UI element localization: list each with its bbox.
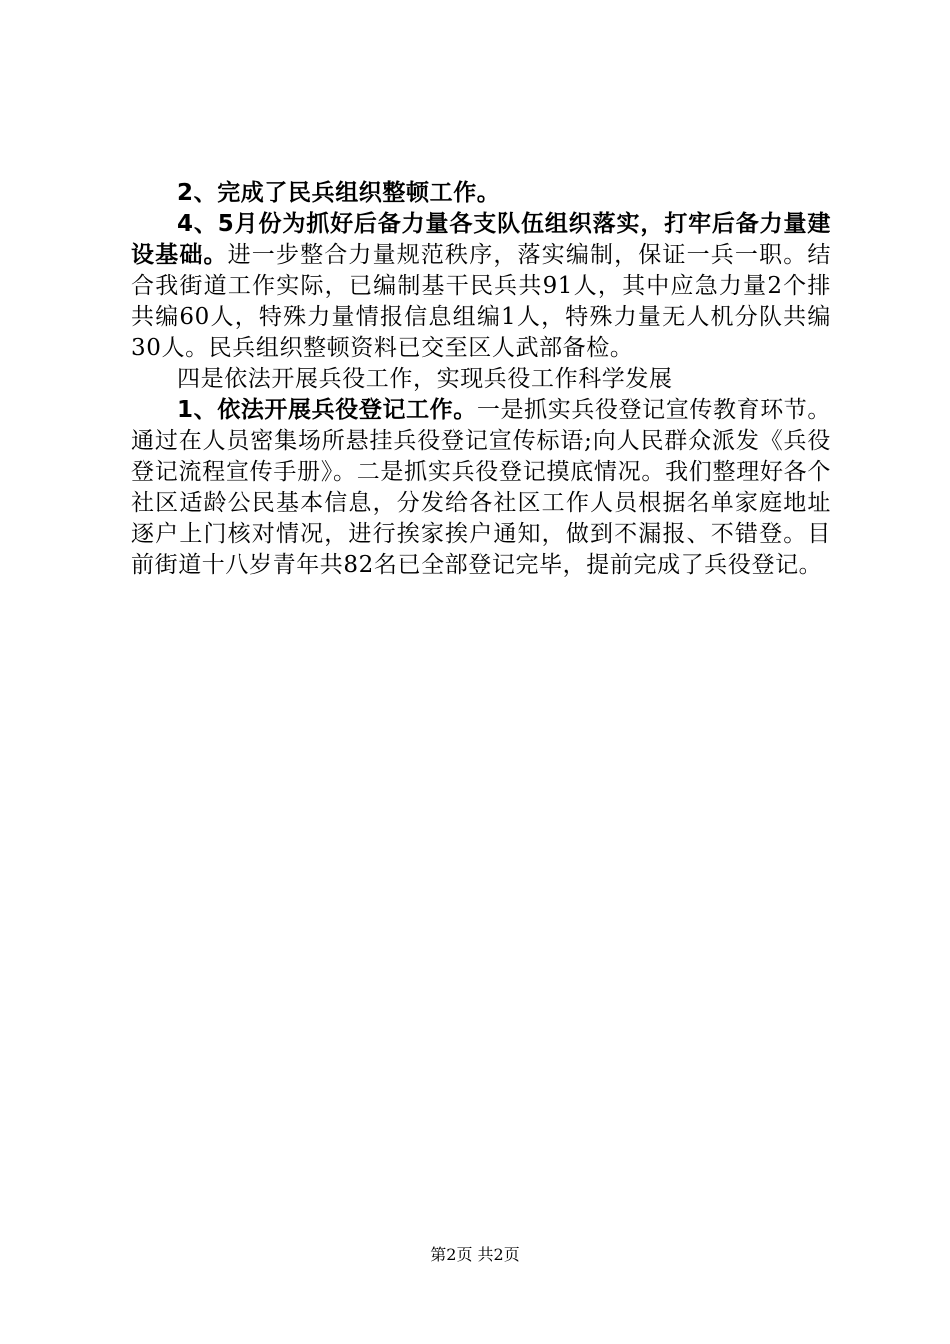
document-body xyxy=(131,178,831,581)
paragraph-4-body: 一是抓实兵役登记宣传教育环节。通过在人员密集场所悬挂兵役登记宣传标语;向人民群众派发《兵役登记流程宣传手册》。二是抓实兵役登记摸底情况。我们整理好各个社区适龄公民基本信息，分发给各社区工作人员根据名单家庭地址逐户上门核对情况，进行挨家挨户通知，做到不漏报、不错登。目前街道十八岁青年共82名已全部登记完毕，提前完成了兵役登记。 xyxy=(131,397,832,578)
paragraph-1-heading: 2、完成了民兵组织整顿工作。 xyxy=(177,180,501,206)
paragraph-1 xyxy=(131,178,831,209)
paragraph-2-body: 进一步整合力量规范秩序，落实编制，保证一兵一职。结合我街道工作实际，已编制基干民兵共91人，其中应急力量2个排共编60人，特殊力量情报信息组编1人，特殊力量无人机分队共编30人。民兵组织整顿资料已交至区人武部备检。 xyxy=(131,242,832,361)
page-footer: 第2页 共2页 xyxy=(430,1245,520,1264)
paragraph-3-body: 四是依法开展兵役工作，实现兵役工作科学发展 xyxy=(177,366,673,392)
paragraph-4 xyxy=(131,395,831,581)
paragraph-3 xyxy=(131,364,831,395)
paragraph-2 xyxy=(131,209,831,364)
paragraph-4-heading: 1、依法开展兵役登记工作。 xyxy=(177,397,477,423)
paragraph-2-heading: 4、5月份为抓好后备力量各支队伍组织落实，打牢后备力量建设基础。 xyxy=(131,211,831,268)
